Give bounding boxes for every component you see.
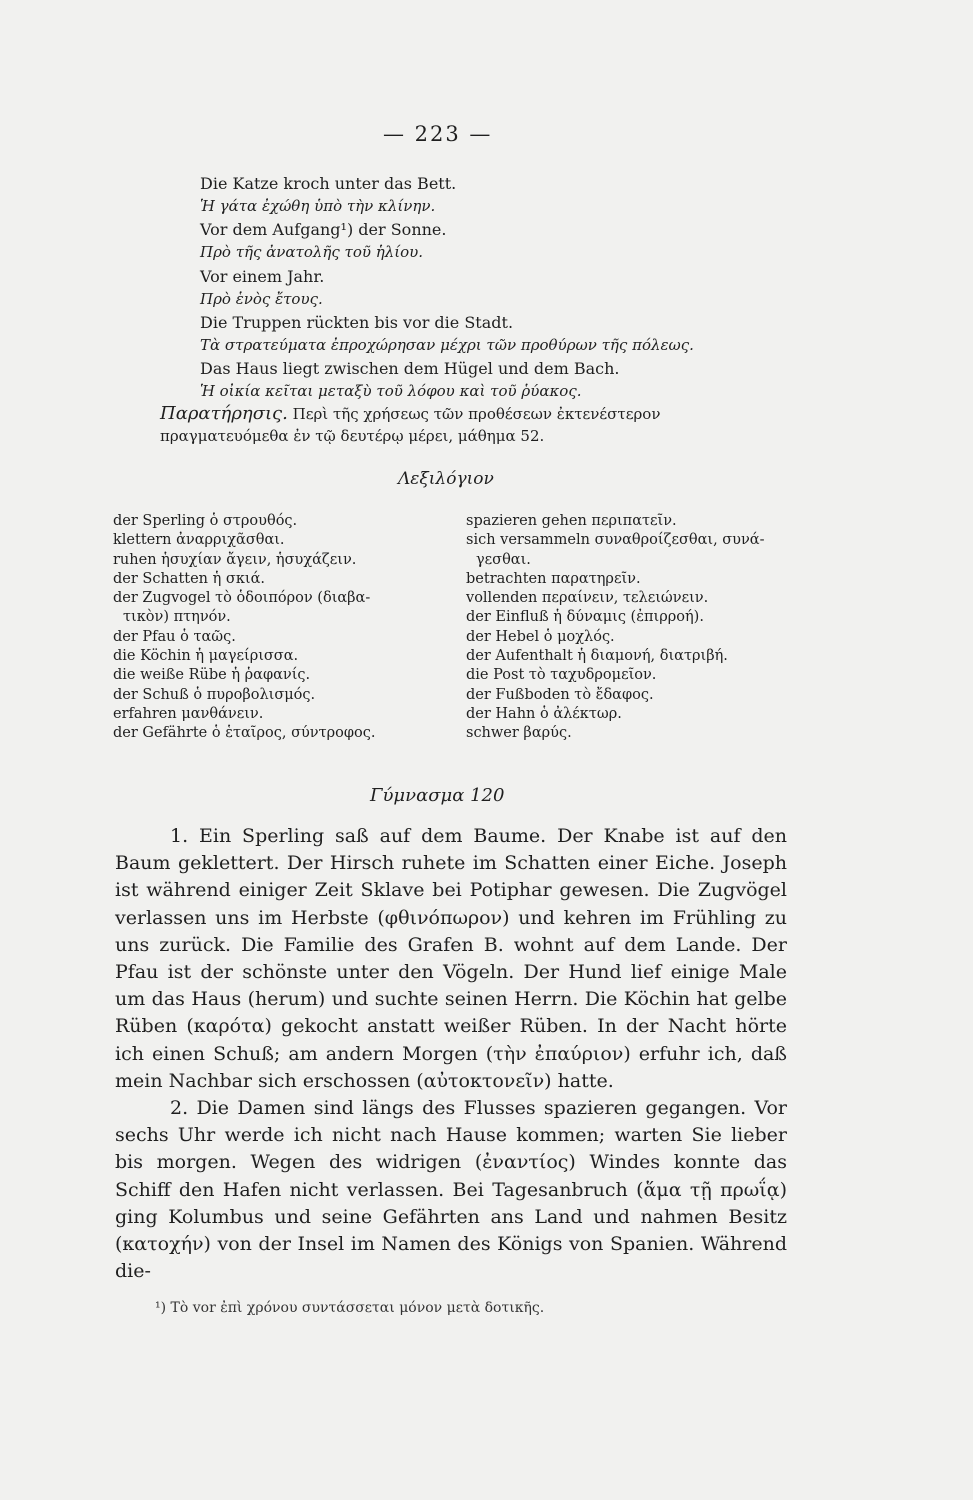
exercise-heading: Γύμνασμα 120 bbox=[370, 785, 505, 806]
exercise-paragraph-1: 1. Ein Sperling saß auf dem Baume. Der Knabe ist auf den Baum geklettert. Der Hirsch ruhete im Schatten einer Eiche. Joseph ist während einiger Zeit Sklave bei Potiphar gewesen. Die Zugvögel verlassen uns im Herbste (φθινόπωρον) und kehren im Frühling zu uns zurück. Die Familie des Grafen B. wohnt auf dem Lande. Der Pfau ist der schönste unter den Vögeln. Der Hund lief einige Male um das Haus (herum) und suchte seinen Herrn. Die Köchin hat gelbe Rüben (καρότα) gekocht anstatt weißer Rüben. In der Nacht hörte ich einen Schuß; am andern Morgen (τὴν ἐπαύριον) erfuhr ich, daß mein Nachbar sich erschossen (αὐτοκτονεῖν) hatte. bbox=[115, 825, 787, 1092]
vocab-entry: der Hahn ὁ ἀλέκτωρ. bbox=[466, 705, 622, 722]
example-de-2: Vor dem Aufgang¹) der Sonne. bbox=[200, 220, 447, 239]
vocabulary-right-column bbox=[466, 512, 796, 744]
vocab-entry: sich versammeln συναθροίζεσθαι, συνά- bbox=[466, 532, 765, 549]
vocab-entry: der Gefährte ὁ ἑταῖρος, σύντροφος. bbox=[113, 725, 376, 742]
example-gr-4: Τὰ στρατεύματα ἐπροχώρησαν μέχρι τῶν προθύρων τῆς πόλεως. bbox=[200, 336, 694, 354]
example-de-5: Das Haus liegt zwischen dem Hügel und dem Bach. bbox=[200, 359, 620, 378]
vocab-entry: der Zugvogel τὸ ὁδοιπόρον (διαβα- bbox=[113, 590, 371, 607]
vocab-entry: der Einfluß ἡ δύναμις (ἐπιρροή). bbox=[466, 609, 704, 626]
footnote: ¹) Τὸ vor ἐπὶ χρόνου συντάσσεται μόνον μετὰ δοτικῆς. bbox=[155, 1300, 545, 1316]
vocab-entry: spazieren gehen περιπατεῖν. bbox=[466, 513, 677, 529]
vocab-entry: der Schatten ἡ σκιά. bbox=[113, 570, 265, 587]
vocab-entry: klettern ἀναρριχᾶσθαι. bbox=[113, 532, 285, 549]
vocab-entry: die weiße Rübe ἡ ῥαφανίς. bbox=[113, 667, 311, 684]
observation-label: Παρατήρησις. bbox=[160, 403, 288, 424]
example-gr-5: Ἡ οἰκία κεῖται μεταξὺ τοῦ λόφου καὶ τοῦ ῥύακος. bbox=[200, 382, 582, 400]
vocab-entry: τικὸν) πτηνόν. bbox=[123, 609, 231, 626]
vocab-entry: die Köchin ἡ μαγείρισσα. bbox=[113, 648, 299, 665]
observation-note bbox=[160, 403, 780, 447]
observation-text: Περὶ τῆς χρήσεως τῶν προθέσεων ἐκτενέστερον πραγματευόμεθα ἐν τῷ δευτέρῳ μέρει, μάθημα 52. bbox=[160, 405, 661, 445]
vocab-entry: ruhen ἡσυχίαν ἄγειν, ἡσυχάζειν. bbox=[113, 551, 357, 568]
vocab-entry: der Fußboden τὸ ἔδαφος. bbox=[466, 686, 654, 703]
vocab-entry: der Aufenthalt ἡ διαμονή, διατριβή. bbox=[466, 648, 728, 665]
vocab-entry: der Pfau ὁ ταῶς. bbox=[113, 628, 236, 645]
vocab-entry: der Schuß ὁ πυροβολισμός. bbox=[113, 686, 316, 703]
example-gr-2: Πρὸ τῆς ἀνατολῆς τοῦ ἡλίου. bbox=[200, 243, 424, 261]
vocab-entry: γεσθαι. bbox=[476, 551, 531, 568]
exercise-paragraph-2: 2. Die Damen sind längs des Flusses spazieren gegangen. Vor sechs Uhr werde ich nicht nach Hause kommen; warten Sie lieber bis morgen. Wegen des widrigen (ἐναντίος) Windes konnte das Schiff den Hafen nicht verlassen. Bei Tagesanbruch (ἅμα τῇ πρωΐᾳ) ging Kolumbus und seine Gefährten ans Land und nahmen Besitz (κατοχήν) von der Insel im Namen des Königs von Spanien. Während die- bbox=[115, 1097, 787, 1283]
vocab-entry: schwer βαρύς. bbox=[466, 725, 572, 742]
vocabulary-left-column bbox=[113, 512, 463, 744]
vocab-entry: der Hebel ὁ μοχλός. bbox=[466, 628, 615, 645]
vocab-entry: die Post τὸ ταχυδρομεῖον. bbox=[466, 667, 657, 684]
page-number: — 223 — bbox=[383, 122, 493, 146]
vocabulary-heading: Λεξιλόγιον bbox=[398, 469, 494, 489]
example-de-3: Vor einem Jahr. bbox=[200, 267, 325, 286]
example-gr-1: Ἡ γάτα ἐχώθη ὑπὸ τὴν κλίνην. bbox=[200, 197, 436, 215]
exercise-text bbox=[115, 823, 787, 1285]
example-gr-3: Πρὸ ἑνὸς ἔτους. bbox=[200, 290, 323, 308]
vocab-entry: vollenden περαίνειν, τελειώνειν. bbox=[466, 590, 709, 607]
vocab-entry: der Sperling ὁ στρουθός. bbox=[113, 513, 298, 529]
vocab-entry: betrachten παρατηρεῖν. bbox=[466, 570, 641, 587]
example-de-1: Die Katze kroch unter das Bett. bbox=[200, 174, 457, 193]
vocab-entry: erfahren μανθάνειν. bbox=[113, 705, 264, 722]
example-de-4: Die Truppen rückten bis vor die Stadt. bbox=[200, 313, 514, 332]
